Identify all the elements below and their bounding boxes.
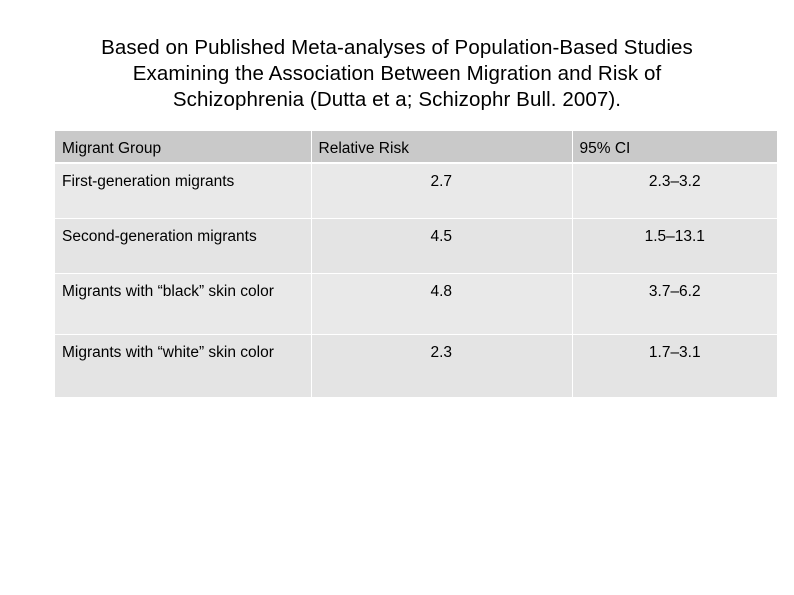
- title-line: Based on Published Meta-analyses of Population-Based Studies: [101, 36, 693, 59]
- cell-migrant-group: Migrants with “white” skin color: [55, 334, 311, 397]
- slide-title: [30, 35, 764, 113]
- cell-migrant-group: Second-generation migrants: [55, 218, 311, 273]
- cell-confidence-interval: 3.7–6.2: [572, 273, 777, 334]
- cell-relative-risk: 4.5: [311, 218, 572, 273]
- cell-relative-risk: 2.7: [311, 163, 572, 218]
- cell-relative-risk: 4.8: [311, 273, 572, 334]
- cell-migrant-group: First-generation migrants: [55, 163, 311, 218]
- table-row: [55, 273, 777, 334]
- migration-risk-table: [55, 131, 777, 397]
- header-relative-risk: Relative Risk: [311, 131, 572, 163]
- cell-confidence-interval: 1.7–3.1: [572, 334, 777, 397]
- cell-confidence-interval: 2.3–3.2: [572, 163, 777, 218]
- cell-migrant-group: Migrants with “black” skin color: [55, 273, 311, 334]
- header-migrant-group: Migrant Group: [55, 131, 311, 163]
- table-header-row: [55, 131, 777, 163]
- title-line: Schizophrenia (Dutta et a; Schizophr Bull. 2007).: [172, 88, 622, 111]
- cell-relative-risk: 2.3: [311, 334, 572, 397]
- table-row: [55, 334, 777, 397]
- title-line: Examining the Association Between Migration and Risk of: [132, 62, 662, 85]
- table-row: [55, 163, 777, 218]
- cell-confidence-interval: 1.5–13.1: [572, 218, 777, 273]
- table-row: [55, 218, 777, 273]
- header-confidence-interval: 95% CI: [572, 131, 777, 163]
